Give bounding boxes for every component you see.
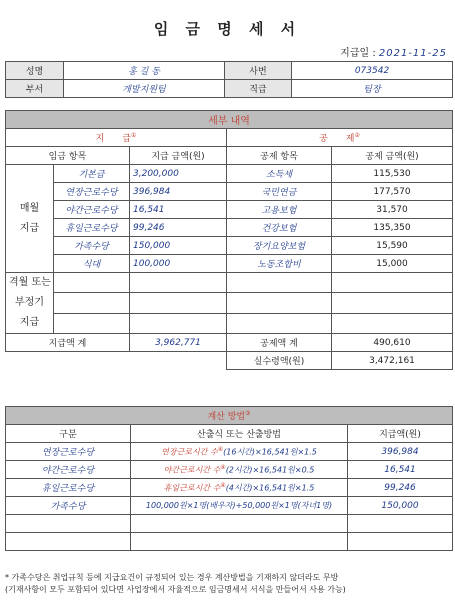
calc-col-type: 구분 [6,425,131,443]
table-row [6,479,453,497]
pay-amount: 99,246 [130,219,227,237]
pay-amount: 100,000 [130,255,227,273]
name-label: 성명 [6,62,64,80]
deduct-item: 고용보험 [227,201,332,219]
detail-table [5,110,453,370]
calc-type: 야간근로수당 [6,461,131,479]
deduct-amount: 135,350 [332,219,453,237]
empty-cell [6,515,131,533]
table-row [6,255,453,273]
total-pay-label: 지급액 계 [6,334,130,352]
document-title: 임 금 명 세 서 [153,20,302,38]
deduct-item: 국민연금 [227,183,332,201]
empty-cell [332,273,453,293]
pay-item: 연장근로수당 [54,183,130,201]
col-pay-item: 임금 항목 [6,147,130,165]
deduct-amount: 177,570 [332,183,453,201]
pay-amount: 16,541 [130,201,227,219]
empty-cell [130,313,227,333]
pay-amount: 150,000 [130,237,227,255]
table-row [6,237,453,255]
irregular-label: 격월 또는 부정기 지급 [6,273,54,334]
pay-item: 식대 [54,255,130,273]
deduct-item: 노동조합비 [227,255,332,273]
table-row [6,165,453,183]
table-row [6,219,453,237]
empty-cell [54,273,130,293]
deduct-item: 장기요양보험 [227,237,332,255]
pay-item: 휴일근로수당 [54,219,130,237]
pay-section-header: 지 급① [6,129,227,147]
calc-type: 연장근로수당 [6,443,131,461]
calc-col-amount: 지급액(원) [348,425,453,443]
pay-date-value: 2021-11-25 [378,48,447,59]
empty-cell [54,313,130,333]
empty-cell [130,293,227,313]
pay-date [340,44,447,59]
empty-cell [6,352,227,370]
net-pay-value: 3,472,161 [332,352,453,370]
table-row [6,461,453,479]
calc-amount: 99,246 [348,479,453,497]
calc-table [5,406,453,551]
table-row [6,443,453,461]
table-row [6,201,453,219]
deduct-amount: 15,000 [332,255,453,273]
pay-item: 가족수당 [54,237,130,255]
emp-no-label: 사번 [225,62,292,80]
pay-amount: 3,200,000 [130,165,227,183]
calc-amount: 16,541 [348,461,453,479]
deduct-amount: 31,570 [332,201,453,219]
footnote [5,572,452,596]
pay-item: 야간근로수당 [54,201,130,219]
monthly-label: 매월 지급 [6,165,54,273]
deduct-item: 소득세 [227,165,332,183]
empty-cell [348,515,453,533]
total-deduct-label: 공제액 계 [227,334,332,352]
footnote-line-1: * 가족수당은 취업규칙 등에 지급요건이 규정되어 있는 경우 계산방법을 기재하지 않더라도 무방 [5,573,339,582]
calc-type: 가족수당 [6,497,131,515]
calc-col-formula: 산출식 또는 산출방법 [131,425,348,443]
empty-cell [227,293,332,313]
employee-info-table [5,61,453,98]
calc-amount: 150,000 [348,497,453,515]
empty-cell [130,273,227,293]
col-deduct-item: 공제 항목 [227,147,332,165]
emp-no-value: 073542 [292,62,453,80]
pay-item: 기본급 [54,165,130,183]
calc-header: 계산 방법③ [6,407,453,425]
empty-cell [348,533,453,551]
detail-header: 세부 내역 [6,111,453,129]
empty-cell [227,313,332,333]
empty-cell [54,293,130,313]
calc-amount: 396,984 [348,443,453,461]
calc-formula: 100,000원×1명(배우자)+50,000원×1명(자녀1명) [131,497,348,515]
col-deduct-amount: 공제 금액(원) [332,147,453,165]
table-row [6,497,453,515]
dept-label: 부서 [6,80,64,98]
empty-cell [332,313,453,333]
total-pay-value: 3,962,771 [130,334,227,352]
calc-formula: 야간근로시간 수④(2시간)×16,541원×0.5 [131,461,348,479]
dept-value: 개발지원팀 [64,80,225,98]
empty-cell [6,533,131,551]
deduct-amount: 115,530 [332,165,453,183]
col-pay-amount: 지급 금액(원) [130,147,227,165]
empty-cell [131,533,348,551]
footnote-line-2: (기재사항이 모두 포함되어 있다면 사업장에서 자율적으로 임금명세서 서식을 만들어서 사용 가능) [5,585,346,594]
total-deduct-value: 490,610 [332,334,453,352]
table-row [6,183,453,201]
pay-date-label: 지급일 : [340,48,376,59]
position-value: 팀장 [292,80,453,98]
empty-cell [227,273,332,293]
deduct-amount: 15,590 [332,237,453,255]
deduct-section-header: 공 제② [227,129,453,147]
net-pay-label: 실수령액(원) [227,352,332,370]
position-label: 직급 [225,80,292,98]
empty-cell [131,515,348,533]
calc-formula: 휴일근로시간 수④(4시간)×16,541원×1.5 [131,479,348,497]
name-value: 홍 길 동 [64,62,225,80]
empty-cell [332,293,453,313]
pay-amount: 396,984 [130,183,227,201]
calc-type: 휴일근로수당 [6,479,131,497]
deduct-item: 건강보험 [227,219,332,237]
calc-formula: 연장근로시간 수④(16시간)×16,541원×1.5 [131,443,348,461]
